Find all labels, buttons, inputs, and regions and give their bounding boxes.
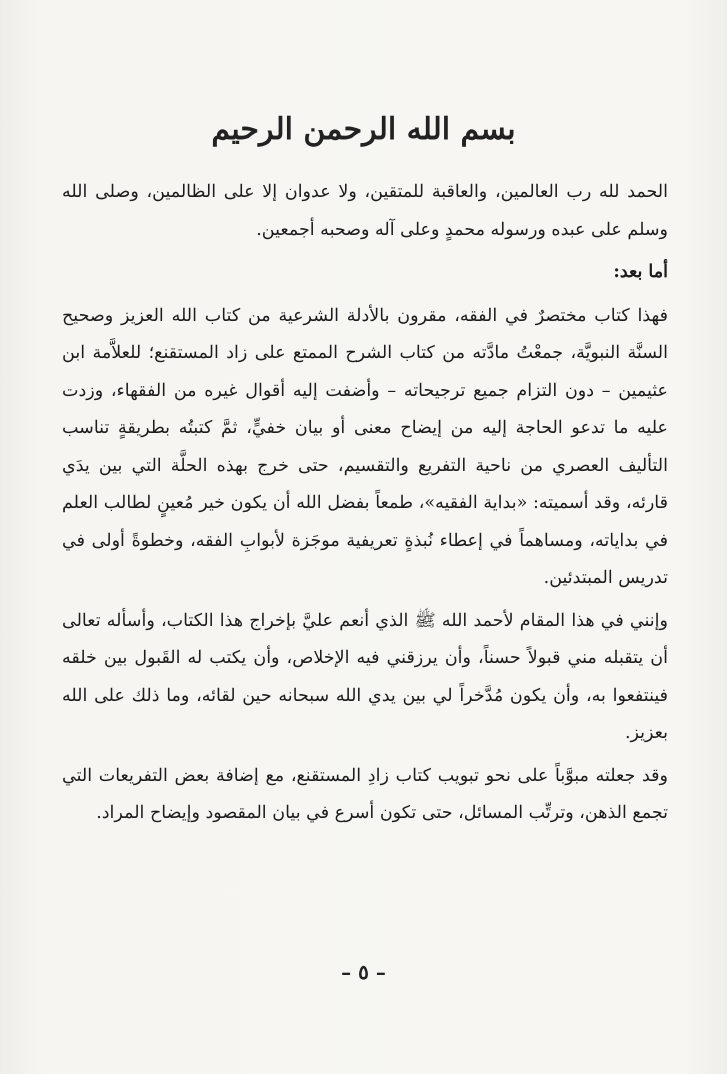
paragraph-structure: وقد جعلته مبوَّباً على نحو تبويب كتاب زادِ المستقنع، مع إضافة بعض التفريعات التي تجمع الذهن، وترتِّب المسائل، حتى تكون أسرع في بيان المقصود وإيضاح المراد. bbox=[62, 765, 668, 823]
paragraph-amma-bad: أما بعد: bbox=[613, 262, 668, 282]
paragraph-gratitude: وإنني في هذا المقام لأحمد الله ﷺ الذي أنعم عليَّ بإخراج هذا الكتاب، وأسأله تعالى أن يتقبله مني قبولاً حسناً، وأن يرزقني فيه الإخلاص، وأن يكتب له القَبول بين خلقه فينتفعوا به، وأن يكون مُدَّخراً لي بين يدي الله سبحانه حين لقائه، وما ذلك على الله بعزيز. bbox=[62, 610, 668, 743]
page-number: – ٥ – bbox=[341, 960, 386, 984]
page-body bbox=[62, 174, 668, 838]
basmala-heading: بسم الله الرحمن الرحيم bbox=[211, 112, 516, 147]
paragraph-book-description: فهذا كتاب مختصرٌ في الفقه، مقرون بالأدلة الشرعية من كتاب الله العزيز وصحيح السنَّة النبويَّة، جمعْتُ مادَّته من كتاب الشرح الممتع على زاد المستقنع؛ للعلاَّمة ابن عثيمين – دون التزام جميع ترجيحاته – وأضفت إليه أقوال غيره من الفقهاء، وزدت عليه ما تدعو الحاجة إليه من إيضاح معنى أو بيان خفيٍّ، ثمَّ كتبتُه بطريقةٍ تناسب التأليف العصري من ناحية التفريع والتقسيم، حتى خرج بهذه الحلَّة التي بين يدَي قارئه، وقد أسميته: «بداية الفقيه»، طمعاً بفضل الله أن يكون خير مُعينٍ لطالب العلم في بداياته، ومساهماً في إعطاء نُبذةٍ تعريفية موجَزة لأبوابِ الفقه، وخطوةً أولى في تدريس المبتدئين. bbox=[62, 305, 668, 588]
paragraph-opening: الحمد لله رب العالمين، والعاقبة للمتقين، ولا عدوان إلا على الظالمين، وصلى الله وسلم على عبده ورسوله محمدٍ وعلى آله وصحبه أجمعين. bbox=[62, 182, 668, 240]
